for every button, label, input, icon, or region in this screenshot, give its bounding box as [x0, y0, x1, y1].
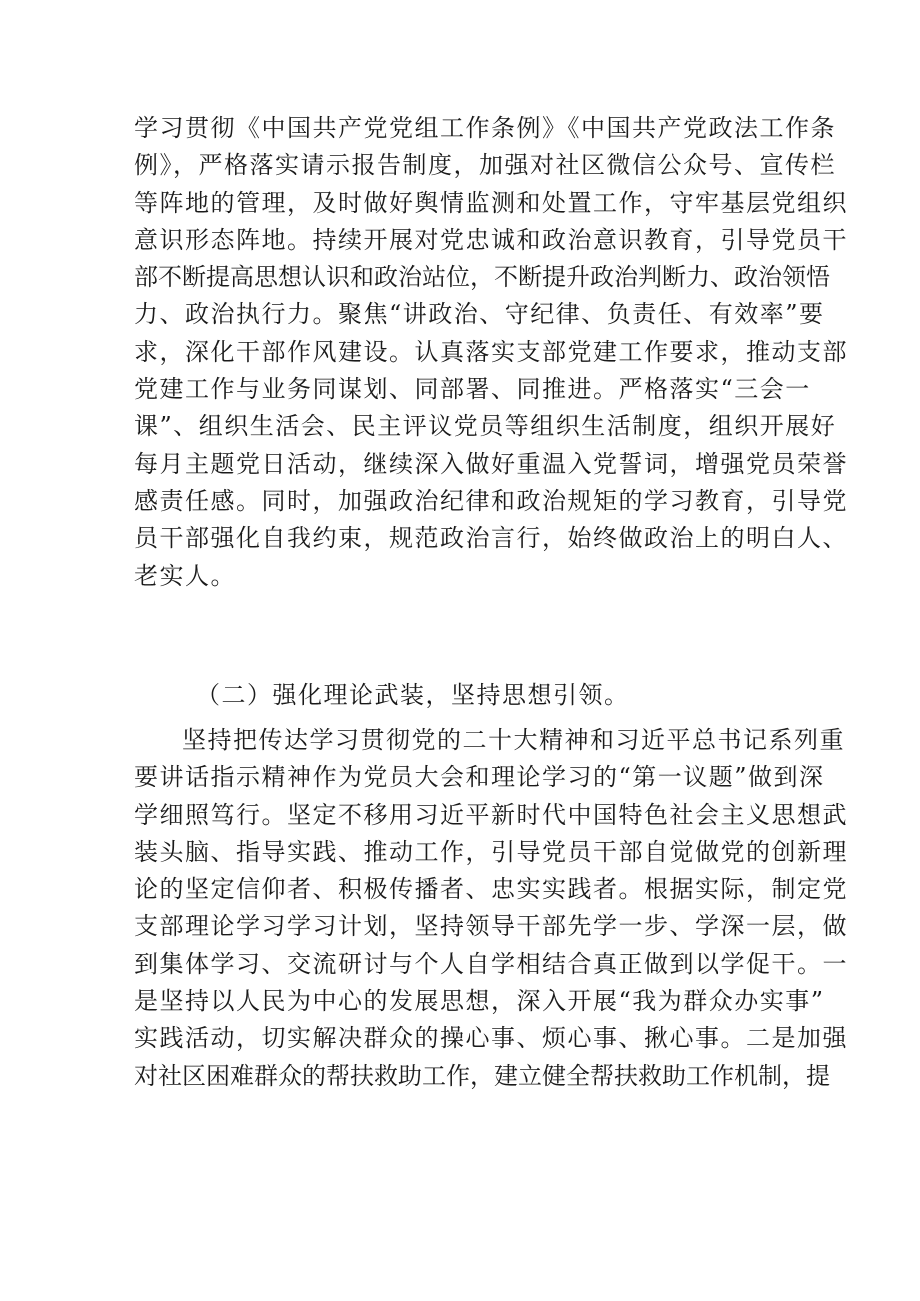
- paragraph-2-line: 要讲话指示精神作为党员大会和理论学习的“第一议题”做到深: [134, 763, 825, 792]
- paragraph-1-line: 课”、组织生活会、民主评议党员等组织生活制度，组织开展好: [134, 412, 837, 441]
- paragraph-1-line: 感责任感。同时，加强政治纪律和政治规矩的学习教育，引导党: [134, 486, 848, 515]
- paragraph-1-line: 学习贯彻《中国共产党党组工作条例》《中国共产党政法工作条: [134, 114, 836, 142]
- paragraph-1-line: 老实人。: [134, 561, 236, 590]
- paragraph-1-line: 等阵地的管理，及时做好舆情监测和处置工作，守牢基层党组织: [134, 188, 848, 217]
- paragraph-2-line: 坚持把传达学习贯彻党的二十大精神和习近平总书记系列重: [182, 726, 845, 754]
- paragraph-1-line: 力、政治执行力。聚焦“讲政治、守纪律、负责任、有效率”要: [134, 300, 825, 329]
- section-heading-text: （二）强化理论武装，坚持思想引领。: [196, 681, 630, 709]
- paragraph-2-line: 实践活动，切实解决群众的操心事、烦心事、揪心事。二是加强: [134, 1024, 848, 1053]
- paragraph-2-line: 是坚持以人民为中心的发展思想，深入开展“我为群众办实事”: [134, 987, 825, 1016]
- paragraph-1-line: 员干部强化自我约束，规范政治言行，始终做政治上的明白人、: [134, 524, 848, 553]
- paragraph-1-line: 党建工作与业务同谋划、同部署、同推进。严格落实“三会一: [134, 375, 811, 404]
- paragraph-2-line: 支部理论学习学习计划，坚持领导干部先学一步、学深一层，做: [134, 912, 848, 941]
- paragraph-2-line: 到集体学习、交流研讨与个人自学相结合真正做到以学促干。一: [134, 949, 848, 978]
- paragraph-2-line: 论的坚定信仰者、积极传播者、忠实实践者。根据实际，制定党: [134, 875, 848, 904]
- paragraph-1-line: 例》，严格落实请示报告制度，加强对社区微信公众号、宣传栏: [134, 151, 836, 180]
- paragraph-1-line: 意识形态阵地。持续开展对党忠诚和政治意识教育，引导党员干: [134, 225, 848, 254]
- paragraph-1-line: 每月主题党日活动，继续深入做好重温入党誓词，增强党员荣誉: [134, 449, 848, 478]
- paragraph-1-line: 求，深化干部作风建设。认真落实支部党建工作要求，推动支部: [134, 337, 848, 366]
- paragraph-2-line: 装头脑、指导实践、推动工作，引导党员干部自觉做党的创新理: [134, 837, 848, 866]
- paragraph-1: [134, 110, 848, 595]
- paragraph-2-line: 对社区困难群众的帮扶救助工作，建立健全帮扶救助工作机制，提: [134, 1061, 830, 1090]
- paragraph-2-line: 学细照笃行。坚定不移用习近平新时代中国特色社会主义思想武: [134, 800, 848, 829]
- paragraph-1-line: 部不断提高思想认识和政治站位，不断提升政治判断力、政治领悟: [134, 263, 830, 292]
- paragraph-2: [134, 722, 848, 1095]
- section-heading: [134, 677, 790, 714]
